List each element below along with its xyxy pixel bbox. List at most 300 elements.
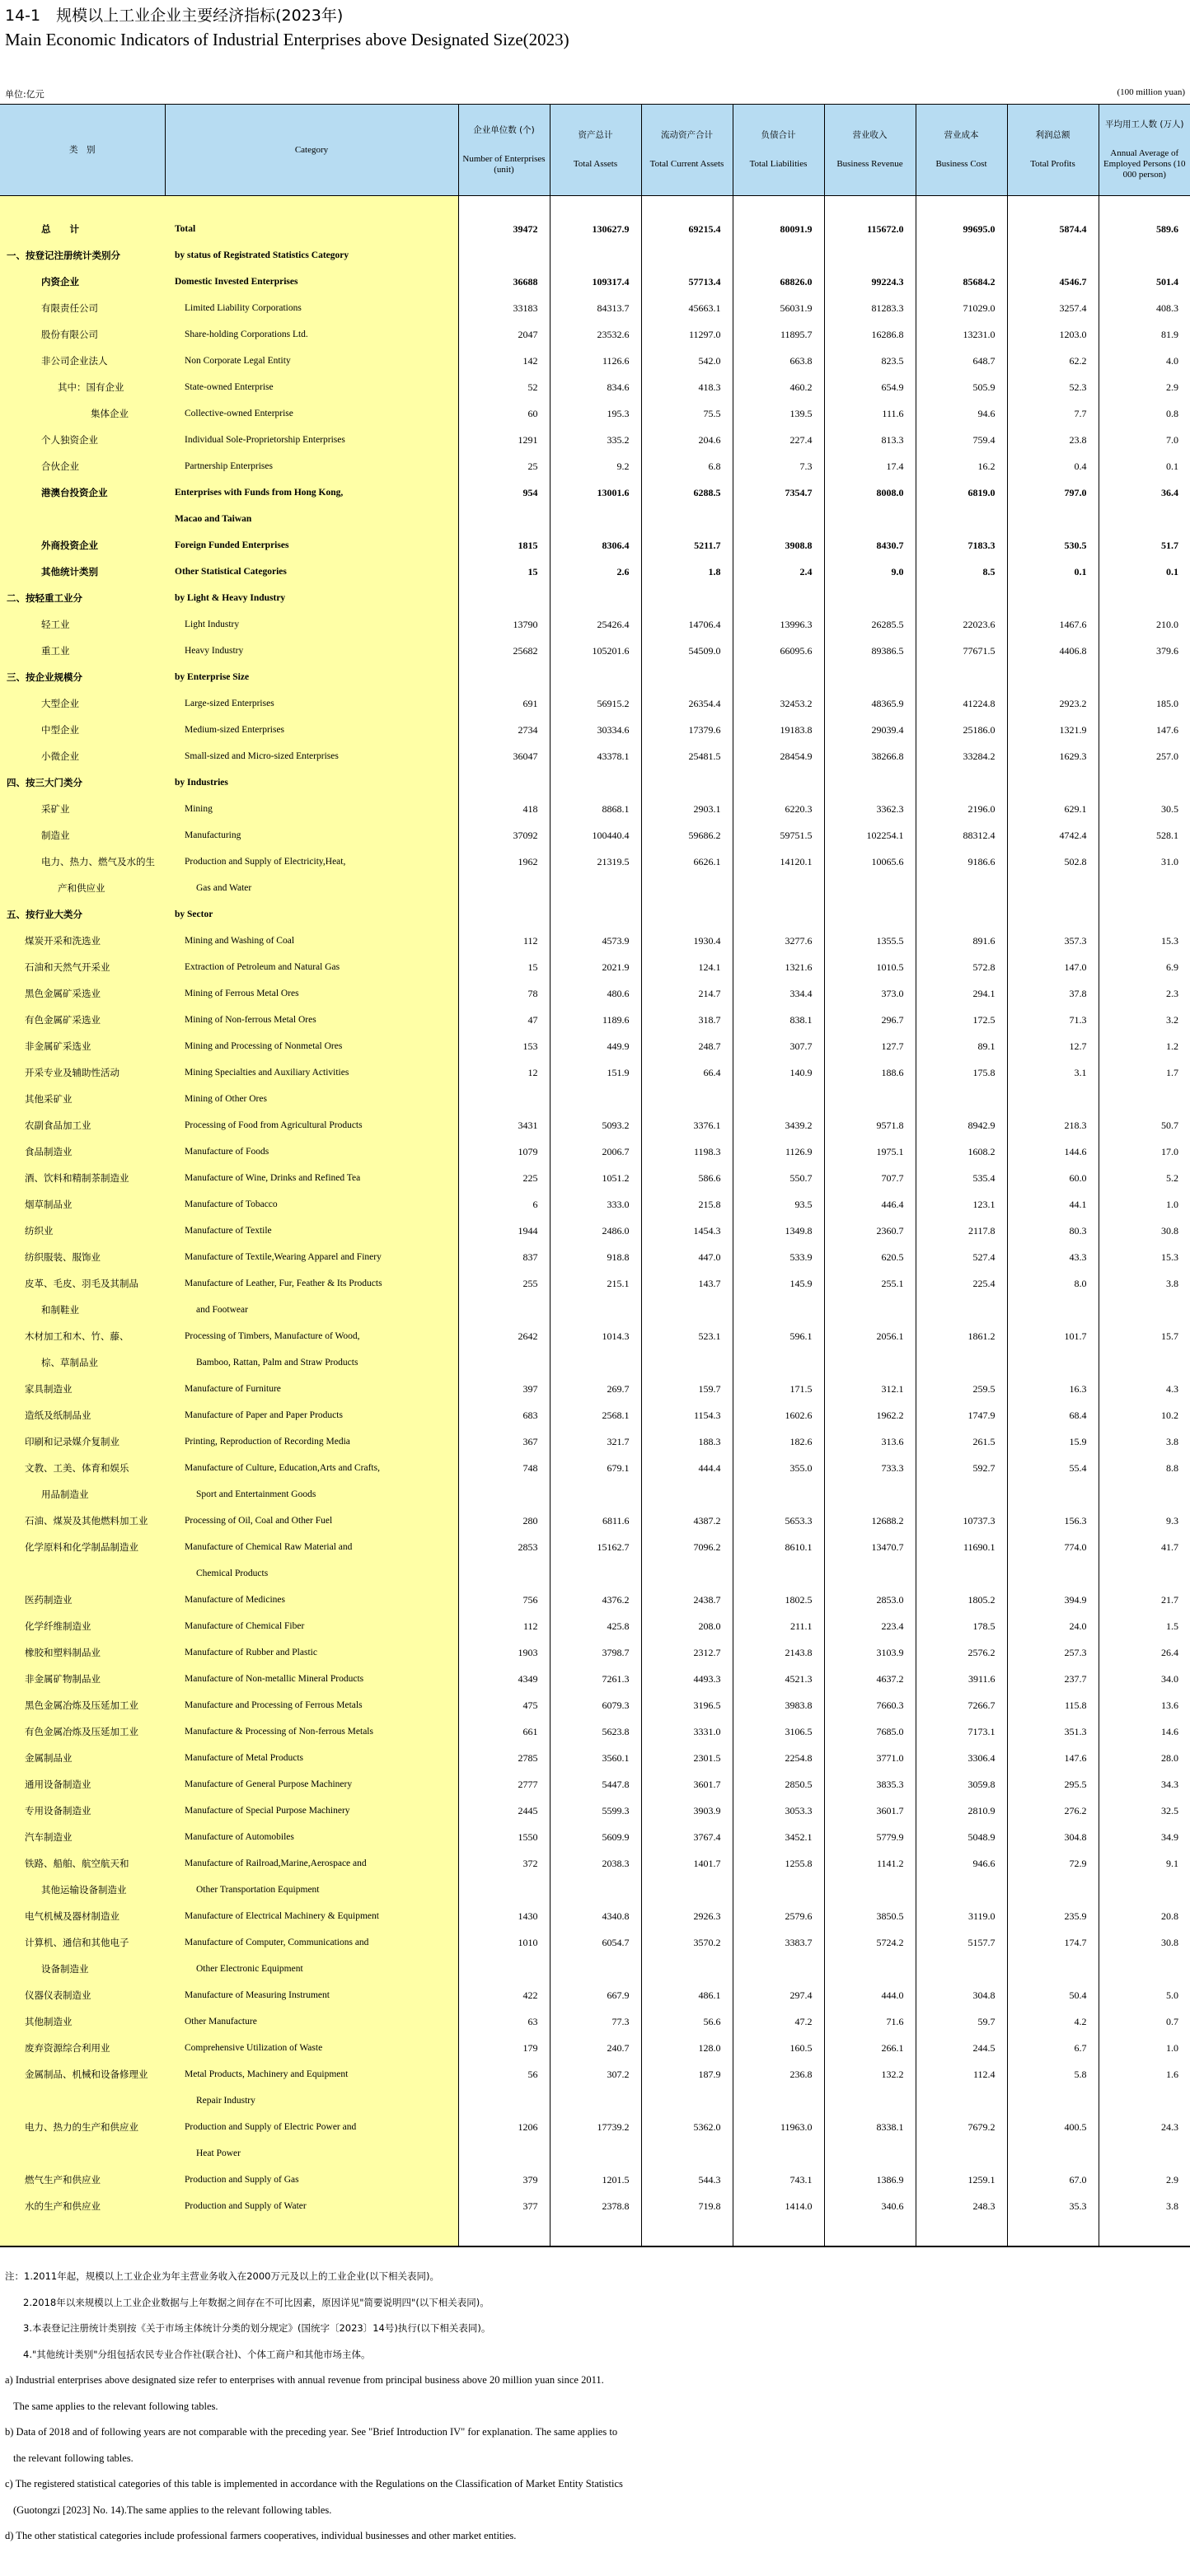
row-category-en: Enterprises with Funds from Hong Kong, [165,479,458,506]
row-category-en: Manufacture of Special Purpose Machinery [165,1798,458,1824]
row-value: 35.3 [1007,2193,1099,2219]
column-header-cn: 资产总计 [578,130,613,140]
row-value: 211.1 [733,1613,824,1639]
row-category-cn: 煤炭开采和洗选业 [0,928,165,954]
row-value: 17.4 [824,453,916,479]
row-category-en: Other Statistical Categories [165,559,458,585]
row-value: 1206 [458,2114,550,2140]
row-value: 223.4 [824,1613,916,1639]
row-category-en: Manufacture of Automobiles [165,1824,458,1850]
table-row [0,1033,1190,1059]
row-category-en: Other Electronic Equipment [165,1956,458,1982]
table-row [0,2140,1190,2167]
row-value: 11895.7 [733,321,824,348]
row-category-cn: 燃气生产和供应业 [0,2167,165,2193]
table-row [0,1903,1190,1929]
row-category-cn: 外商投资企业 [0,532,165,559]
row-value: 1629.3 [1007,743,1099,769]
row-value: 3.8 [1166,1435,1178,1447]
row-value: 84313.7 [550,295,641,321]
row-value: 80.3 [1007,1218,1099,1244]
table-row [0,532,1190,559]
row-value: 20.8 [1161,1910,1178,1922]
row-value: 29039.4 [824,717,916,743]
row-value: 14706.4 [641,611,733,638]
row-category-en: Chemical Products [165,1560,458,1587]
row-value [641,769,733,796]
row-category-en: Manufacturing [165,822,458,849]
row-value [641,2087,733,2114]
title-english: Main Economic Indicators of Industrial Enterprises above Designated Size(2023) [5,30,569,49]
note-line: 3.本表登记注册统计类别按《关于市场主体统计分类的划分规定》(国统字〔2023〕14号)执行(以下相关表同)。 [23,2322,491,2334]
row-value: 1608.2 [916,1138,1007,1165]
row-value: 891.6 [916,928,1007,954]
row-value: 2777 [458,1771,550,1798]
row-category-en: Mining [165,796,458,822]
row-category-cn: 集体企业 [0,400,165,427]
row-value: 3771.0 [824,1745,916,1771]
row-value: 235.9 [1007,1903,1099,1929]
row-value [1007,875,1099,901]
row-value: 34.3 [1161,1778,1178,1790]
row-value: 2.4 [733,559,824,585]
row-value [733,1877,824,1903]
row-value: 13790 [458,611,550,638]
table-row [0,1850,1190,1877]
row-value: 15 [458,954,550,980]
row-category-en: Mining and Washing of Coal [165,928,458,954]
row-category-en: Manufacture of Non-metallic Mineral Products [165,1666,458,1692]
table-row [0,796,1190,822]
row-value: 8306.4 [550,532,641,559]
table-row [0,1877,1190,1903]
row-value [733,664,824,690]
row-category-cn: 有色金属冶炼及压延加工业 [0,1718,165,1745]
row-value: 78 [458,980,550,1007]
table-row [0,479,1190,506]
row-value: 218.3 [1007,1112,1099,1138]
row-value: 355.0 [733,1455,824,1481]
table-row [0,2087,1190,2114]
row-value [1099,1297,1190,1323]
row-value: 0.1 [1166,565,1178,577]
row-value [824,1297,916,1323]
row-value: 1.8 [641,559,733,585]
table-row [0,1798,1190,1824]
row-category-cn: 电力、热力的生产和供应业 [0,2114,165,2140]
row-value: 691 [458,690,550,717]
row-value: 572.8 [916,954,1007,980]
row-value: 1802.5 [733,1587,824,1613]
row-value [458,1956,550,1982]
row-value: 0.1 [1007,559,1099,585]
table-row [0,269,1190,295]
row-value: 3452.1 [733,1824,824,1850]
row-value: 54509.0 [641,638,733,664]
row-category-en: Manufacture of Textile,Wearing Apparel and Finery [165,1244,458,1270]
row-value: 8.5 [916,559,1007,585]
row-category-en: Large-sized Enterprises [165,690,458,717]
row-category-en: Mining Specialties and Auxiliary Activities [165,1059,458,1086]
row-value: 2047 [458,321,550,348]
row-value: 2850.5 [733,1771,824,1798]
row-value: 394.9 [1007,1587,1099,1613]
row-value: 57713.4 [641,269,733,295]
row-value [733,769,824,796]
row-value: 4742.4 [1007,822,1099,849]
row-value [550,196,641,217]
row-value: 19183.8 [733,717,824,743]
row-value: 4493.3 [641,1666,733,1692]
row-value [641,1297,733,1323]
row-value [458,1877,550,1903]
row-value [458,664,550,690]
row-value: 112.4 [916,2061,1007,2087]
column-header-3 [550,105,641,196]
row-value: 255.1 [824,1270,916,1297]
row-value: 2143.8 [733,1639,824,1666]
row-value: 10065.6 [824,849,916,875]
row-value: 71029.0 [916,295,1007,321]
table-row [0,928,1190,954]
row-value: 1.0 [1166,1198,1178,1210]
row-value [824,769,916,796]
row-value: 3983.8 [733,1692,824,1718]
row-value: 39472 [458,216,550,242]
row-value: 147.6 [1007,1745,1099,1771]
row-value: 8942.9 [916,1112,1007,1138]
table-row [0,1428,1190,1455]
row-value [916,506,1007,532]
row-category-cn: 三、按企业规模分 [0,664,165,690]
row-value [1099,769,1190,796]
row-value: 25 [458,453,550,479]
table-row [0,506,1190,532]
row-value [824,585,916,611]
row-value: 1454.3 [641,1218,733,1244]
row-value: 5599.3 [550,1798,641,1824]
row-category-en: Manufacture of Chemical Fiber [165,1613,458,1639]
row-value: 16.3 [1007,1376,1099,1402]
row-value [1099,664,1190,690]
row-category-en: Manufacture of Textile [165,1218,458,1244]
row-value: 9186.6 [916,849,1007,875]
row-value [1099,242,1190,269]
row-value: 8430.7 [824,532,916,559]
row-value: 2.6 [550,559,641,585]
row-value: 3376.1 [641,1112,733,1138]
row-category-cn: 开采专业及辅助性活动 [0,1059,165,1086]
unit-label-english: (100 million yuan) [1117,87,1185,97]
row-value: 550.7 [733,1165,824,1191]
row-value [916,1560,1007,1587]
row-value: 41224.8 [916,690,1007,717]
table-row [0,1323,1190,1349]
row-value [916,2140,1007,2167]
row-category-cn: 有限责任公司 [0,295,165,321]
row-value: 13001.6 [550,479,641,506]
row-value: 156.3 [1007,1508,1099,1534]
row-category-en: Metal Products, Machinery and Equipment [165,2061,458,2087]
row-value [916,664,1007,690]
table-row [0,1244,1190,1270]
row-value: 171.5 [733,1376,824,1402]
row-value [641,1956,733,1982]
row-category-en: Mining of Ferrous Metal Ores [165,980,458,1007]
row-value: 48365.9 [824,690,916,717]
row-value: 9571.8 [824,1112,916,1138]
row-value [1007,2087,1099,2114]
row-category-cn: 非公司企业法人 [0,348,165,374]
row-value: 5.2 [1166,1171,1178,1184]
row-value: 333.0 [550,1191,641,1218]
row-value: 2254.8 [733,1745,824,1771]
row-category-en: Manufacture of Rubber and Plastic [165,1639,458,1666]
table-row [0,1138,1190,1165]
row-value: 179 [458,2035,550,2061]
row-value: 1201.5 [550,2167,641,2193]
table-row [0,822,1190,849]
row-value [458,769,550,796]
row-category-cn: 其他制造业 [0,2008,165,2035]
row-value [641,875,733,901]
row-value: 918.8 [550,1244,641,1270]
row-category-cn: 化学纤维制造业 [0,1613,165,1639]
row-category-cn: 食品制造业 [0,1138,165,1165]
row-value: 2486.0 [550,1218,641,1244]
row-value: 1255.8 [733,1850,824,1877]
row-value: 297.4 [733,1982,824,2008]
row-value: 153 [458,1033,550,1059]
row-value: 178.5 [916,1613,1007,1639]
row-value: 30.8 [1161,1224,1178,1237]
row-value: 66.4 [641,1059,733,1086]
row-category-en: Manufacture of Foods [165,1138,458,1165]
row-value [458,1560,550,1587]
row-value: 210.0 [1156,618,1178,630]
row-value: 813.3 [824,427,916,453]
row-value [1007,664,1099,690]
row-value [641,2219,733,2246]
row-value: 13470.7 [824,1534,916,1560]
row-category-cn: 内资企业 [0,269,165,295]
row-value: 307.7 [733,1033,824,1059]
row-value: 3908.8 [733,532,824,559]
row-value: 7096.2 [641,1534,733,1560]
row-value: 5157.7 [916,1929,1007,1956]
row-value [733,1297,824,1323]
row-category-en: Share-holding Corporations Ltd. [165,321,458,348]
row-value: 147.0 [1007,954,1099,980]
row-value: 6.8 [641,453,733,479]
row-value: 1944 [458,1218,550,1244]
row-value: 425.8 [550,1613,641,1639]
table-row [0,2008,1190,2035]
row-value: 132.2 [824,2061,916,2087]
row-value: 101.7 [1007,1323,1099,1349]
row-value: 26354.4 [641,690,733,717]
row-category-en [165,2219,458,2246]
row-value: 377 [458,2193,550,2219]
column-header-en: Total Current Assets [649,159,724,169]
row-value: 151.9 [550,1059,641,1086]
row-value: 26.4 [1161,1646,1178,1658]
row-value [824,242,916,269]
row-value: 15162.7 [550,1534,641,1560]
row-value: 2576.2 [916,1639,1007,1666]
row-value: 244.5 [916,2035,1007,2061]
row-value [458,2219,550,2246]
row-value: 88312.4 [916,822,1007,849]
row-value: 4340.8 [550,1903,641,1929]
table-row [0,1587,1190,1613]
row-value: 5.0 [1166,1989,1178,2001]
row-value [550,1956,641,1982]
table-row [0,1402,1190,1428]
row-category-en: Mining of Non-ferrous Metal Ores [165,1007,458,1033]
row-category-cn: 金属制品业 [0,1745,165,1771]
row-value: 7183.3 [916,532,1007,559]
row-value: 105201.6 [550,638,641,664]
row-value: 77.3 [550,2008,641,2035]
row-value [733,875,824,901]
row-value: 1349.8 [733,1218,824,1244]
row-value: 2021.9 [550,954,641,980]
row-category-en: Individual Sole-Proprietorship Enterprises [165,427,458,453]
row-category-cn: 产和供应业 [0,875,165,901]
row-value: 13231.0 [916,321,1007,348]
row-value [1007,506,1099,532]
row-category-cn: 电力、热力、燃气及水的生 [0,849,165,875]
row-value: 542.0 [641,348,733,374]
row-value: 707.7 [824,1165,916,1191]
row-value: 2903.1 [641,796,733,822]
row-category-cn: 水的生产和供应业 [0,2193,165,2219]
row-category-cn: 五、按行业大类分 [0,901,165,928]
row-value: 3257.4 [1007,295,1099,321]
row-value: 30.8 [1161,1936,1178,1948]
row-value: 3911.6 [916,1666,1007,1692]
row-value: 50.4 [1007,1982,1099,2008]
row-value: 17379.6 [641,717,733,743]
table-row [0,1481,1190,1508]
row-value: 16.2 [916,453,1007,479]
row-value: 6626.1 [641,849,733,875]
column-header-en: Business Revenue [836,159,903,169]
row-value: 15 [458,559,550,585]
row-value: 112 [458,1613,550,1639]
table-row [0,559,1190,585]
row-value: 480.6 [550,980,641,1007]
row-value: 0.1 [1166,460,1178,472]
table-row [0,1297,1190,1323]
row-value: 52 [458,374,550,400]
row-value: 8.0 [1007,1270,1099,1297]
row-value: 174.7 [1007,1929,1099,1956]
row-value [733,242,824,269]
row-value: 2.9 [1166,381,1178,393]
row-value: 7.3 [733,453,824,479]
row-category-en: Manufacture of Metal Products [165,1745,458,1771]
row-category-en: Partnership Enterprises [165,453,458,479]
row-value: 7.0 [1166,433,1178,446]
row-value [550,2087,641,2114]
row-value: 21319.5 [550,849,641,875]
row-value [733,196,824,217]
row-value [550,242,641,269]
row-category-cn: 其他采矿业 [0,1086,165,1112]
row-value: 94.6 [916,400,1007,427]
row-value: 4521.3 [733,1666,824,1692]
row-value: 460.2 [733,374,824,400]
row-value: 43378.1 [550,743,641,769]
table-row [0,875,1190,901]
row-value: 447.0 [641,1244,733,1270]
row-value: 5093.2 [550,1112,641,1138]
row-value: 30334.6 [550,717,641,743]
note-line: 2.2018年以来规模以上工业企业数据与上年数据之间存在不可比因素，原因详见"简要说明四"(以下相关表同)。 [23,2296,490,2308]
row-value: 2853.0 [824,1587,916,1613]
row-value [458,506,550,532]
row-category-en: Manufacture of Leather, Fur, Feather & Its Products [165,1270,458,1297]
row-category-cn: 仪器仪表制造业 [0,1982,165,2008]
row-value: 56915.2 [550,690,641,717]
row-value: 679.1 [550,1455,641,1481]
row-value [550,1481,641,1508]
row-value: 5609.9 [550,1824,641,1850]
row-category-cn: 其他运输设备制造业 [0,1877,165,1903]
row-value [1099,585,1190,611]
row-value: 1010 [458,1929,550,1956]
row-category-en: Extraction of Petroleum and Natural Gas [165,954,458,980]
row-value: 89.1 [916,1033,1007,1059]
row-value: 8868.1 [550,796,641,822]
row-value: 26285.5 [824,611,916,638]
row-value [458,1349,550,1376]
row-value: 1962 [458,849,550,875]
row-category-cn: 废弃资源综合利用业 [0,2035,165,2061]
row-category-en: Manufacture and Processing of Ferrous Metals [165,1692,458,1718]
row-value [1099,875,1190,901]
table-row [0,427,1190,453]
note-line: 4."其他统计类别"分组包括农民专业合作社(联合社)、个体工商户和其他市场主体。 [23,2348,371,2360]
row-value [550,769,641,796]
column-header-en: Category [294,144,329,155]
table-row [0,1270,1190,1297]
row-category-en: Non Corporate Legal Entity [165,348,458,374]
row-value: 99695.0 [916,216,1007,242]
row-category-en: State-owned Enterprise [165,374,458,400]
row-value: 3119.0 [916,1903,1007,1929]
row-value [824,506,916,532]
row-value: 4.0 [1166,354,1178,367]
row-value: 6.9 [1166,961,1178,973]
row-value [550,901,641,928]
row-value: 1467.6 [1007,611,1099,638]
row-value: 592.7 [916,1455,1007,1481]
row-value [1007,1560,1099,1587]
row-value: 68.4 [1007,1402,1099,1428]
table-body [0,196,1190,2247]
row-value: 139.5 [733,400,824,427]
row-value: 2.3 [1166,987,1178,999]
row-value: 400.5 [1007,2114,1099,2140]
column-header-5 [733,105,824,196]
row-value: 109317.4 [550,269,641,295]
row-value [550,875,641,901]
row-value: 59686.2 [641,822,733,849]
row-category-cn: 家具制造业 [0,1376,165,1402]
